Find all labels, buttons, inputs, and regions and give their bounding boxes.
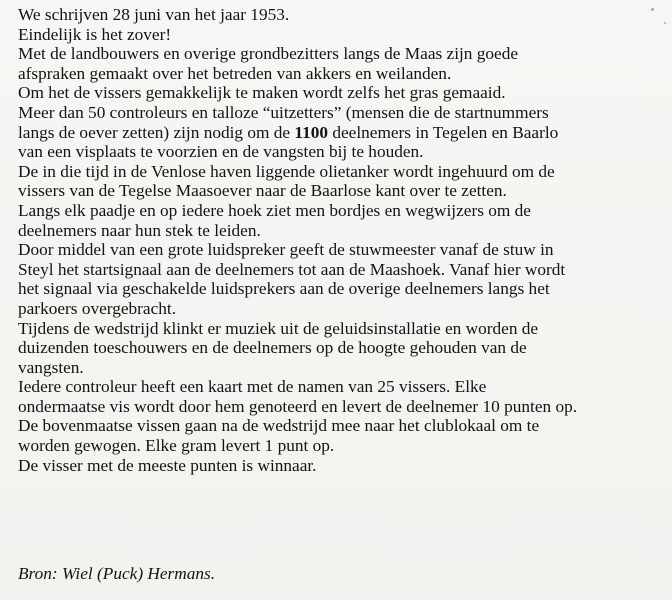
text-line: De in die tijd in de Venlose haven liggende olietanker wordt ingehuurd om de <box>18 161 555 181</box>
source-credit: Bron: Wiel (Puck) Hermans. <box>18 564 216 583</box>
text-line: Langs elk paadje en op iedere hoek ziet men bordjes en wegwijzers om de <box>18 200 531 220</box>
text-line: ondermaatse vis wordt door hem genoteerd en levert de deelnemer 10 punten op. <box>18 396 578 416</box>
text-line: De bovenmaatse vissen gaan na de wedstrijd mee naar het clublokaal om te <box>18 416 540 436</box>
text-line: worden gewogen. Elke gram levert 1 punt op. <box>18 436 335 456</box>
text-line: vangsten. <box>18 357 84 377</box>
text-line: Met de landbouwers en overige grondbezitters langs de Maas zijn goede <box>18 44 519 64</box>
article-text <box>18 5 666 475</box>
participant-count: 1100 <box>294 122 329 142</box>
text-line: het signaal via geschakelde luidsprekers aan de overige deelnemers langs het <box>18 279 550 299</box>
text-line: van een visplaats te voorzien en de vangsten bij te houden. <box>18 142 424 162</box>
text-line: Om het de vissers gemakkelijk te maken wordt zelfs het gras gemaaid. <box>18 83 506 103</box>
text-line: Eindelijk is het zover! <box>18 24 172 44</box>
text-line <box>18 123 666 143</box>
text-line: Tijdens de wedstrijd klinkt er muziek uit de geluidsinstallatie en worden de <box>18 318 539 338</box>
text-line: parkoers overgebracht. <box>18 298 177 318</box>
text-line: Door middel van een grote luidspreker geeft de stuwmeester vanaf de stuw in <box>18 240 554 260</box>
text-line: Steyl het startsignaal aan de deelnemers tot aan de Maashoek. Vanaf hier wordt <box>18 259 566 279</box>
text-segment: deelnemers in Tegelen en Baarlo <box>328 122 559 142</box>
text-line: Iedere controleur heeft een kaart met de namen van 25 vissers. Elke <box>18 377 487 397</box>
text-line: De visser met de meeste punten is winnaar. <box>18 455 317 475</box>
text-line: duizenden toeschouwers en de deelnemers op de hoogte gehouden van de <box>18 338 527 358</box>
text-line: afspraken gemaakt over het betreden van akkers en weilanden. <box>18 63 452 83</box>
text-line: We schrijven 28 juni van het jaar 1953. <box>18 5 290 24</box>
text-line: vissers van de Tegelse Maasoever naar de Baarlose kant over te zetten. <box>18 181 507 201</box>
text-segment: langs de oever zetten) zijn nodig om de <box>18 122 295 142</box>
text-line: Meer dan 50 controleurs en talloze “uitzetters” (mensen die de startnummers <box>18 102 549 122</box>
text-line: deelnemers naar hun stek te leiden. <box>18 220 261 240</box>
